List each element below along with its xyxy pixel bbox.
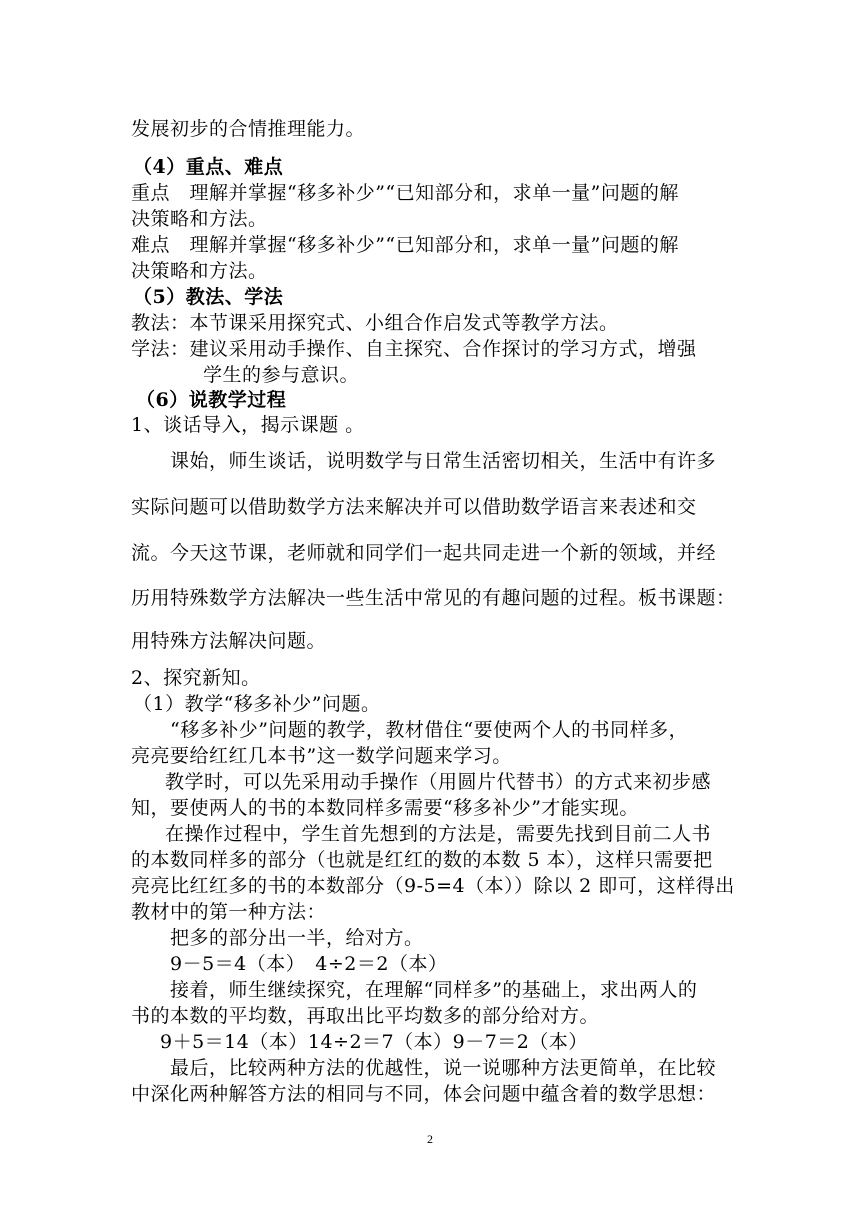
text-line: 课始，师生谈话，说明数学与日常生活密切相关，生活中有许多	[170, 450, 717, 472]
text-line: 历用特殊数学方法解决一些生活中常见的有趣问题的过程。板书课题：	[131, 587, 736, 609]
text-line: 教法：本节课采用探究式、小组合作启发式等教学方法。	[131, 312, 619, 334]
text-line: 学法：建议采用动手操作、自主探究、合作探讨的学习方式，增强	[131, 338, 697, 360]
text-line: 2、探究新知。	[131, 667, 261, 689]
text-line: 把多的部分出一半，给对方。	[170, 927, 424, 949]
text-line: 重点 理解并掌握“移多补少”“已知部分和，求单一量”问题的解	[131, 182, 679, 204]
text-line: 学生的参与意识。	[203, 364, 360, 386]
section-heading: （4）重点、难点	[133, 156, 284, 178]
text-line: “移多补少”问题的教学，教材借住“要使两个人的书同样多，	[170, 719, 689, 741]
formula-line: 9－5＝4（本） 4÷2＝2（本）	[170, 953, 448, 975]
text-line: 流。今天这节课，老师就和同学们一起共同走进一个新的领域，并经	[131, 542, 717, 564]
text-line: 实际问题可以借助数学方法来解决并可以借助数学语言来表述和交	[131, 496, 697, 518]
text-line: 知，要使两人的书的本数同样多需要“移多补少”才能实现。	[131, 797, 639, 819]
text-line: 难点 理解并掌握“移多补少”“已知部分和，求单一量”问题的解	[131, 234, 679, 256]
page-number: 2	[427, 1132, 433, 1146]
text-line: 亮亮比红红多的书的本数部分（9-5=4（本））除以 2 即可，这样得出	[131, 875, 735, 897]
text-line: 接着，师生继续探究，在理解“同样多”的基础上，求出两人的	[170, 979, 698, 1001]
text-line: 的本数同样多的部分（也就是红红的数的本数 5 本），这样只需要把	[131, 849, 713, 871]
formula-line: 9＋5＝14（本）14÷2＝7（本）9－7＝2（本）	[160, 1031, 588, 1053]
text-line: 1、谈话导入，揭示课题 。	[131, 414, 365, 436]
text-line: 中深化两种解答方法的相同与不同，体会问题中蕴含着的数学思想：	[131, 1083, 717, 1105]
text-line: 发展初步的合情推理能力。	[131, 118, 366, 140]
text-line: 教学时，可以先采用动手操作（用圆片代替书）的方式来初步感	[165, 771, 712, 793]
section-heading: （5）教法、学法	[133, 286, 284, 308]
text-line: 亮亮要给红红几本书”这一数学问题来学习。	[131, 745, 512, 767]
text-line: （1）教学“移多补少”问题。	[133, 693, 381, 715]
text-line: 在操作过程中，学生首先想到的方法是，需要先找到目前二人书	[165, 823, 712, 845]
text-line: 用特殊方法解决问题。	[131, 630, 327, 652]
text-line: 最后，比较两种方法的优越性，说一说哪种方法更简单，在比较	[170, 1057, 717, 1079]
text-line: 书的本数的平均数，再取出比平均数多的部分给对方。	[131, 1005, 600, 1027]
section-heading: （6）说教学过程	[136, 389, 287, 411]
text-line: 决策略和方法。	[131, 260, 268, 282]
text-line: 教材中的第一种方法：	[131, 901, 327, 923]
text-line: 决策略和方法。	[131, 208, 268, 230]
